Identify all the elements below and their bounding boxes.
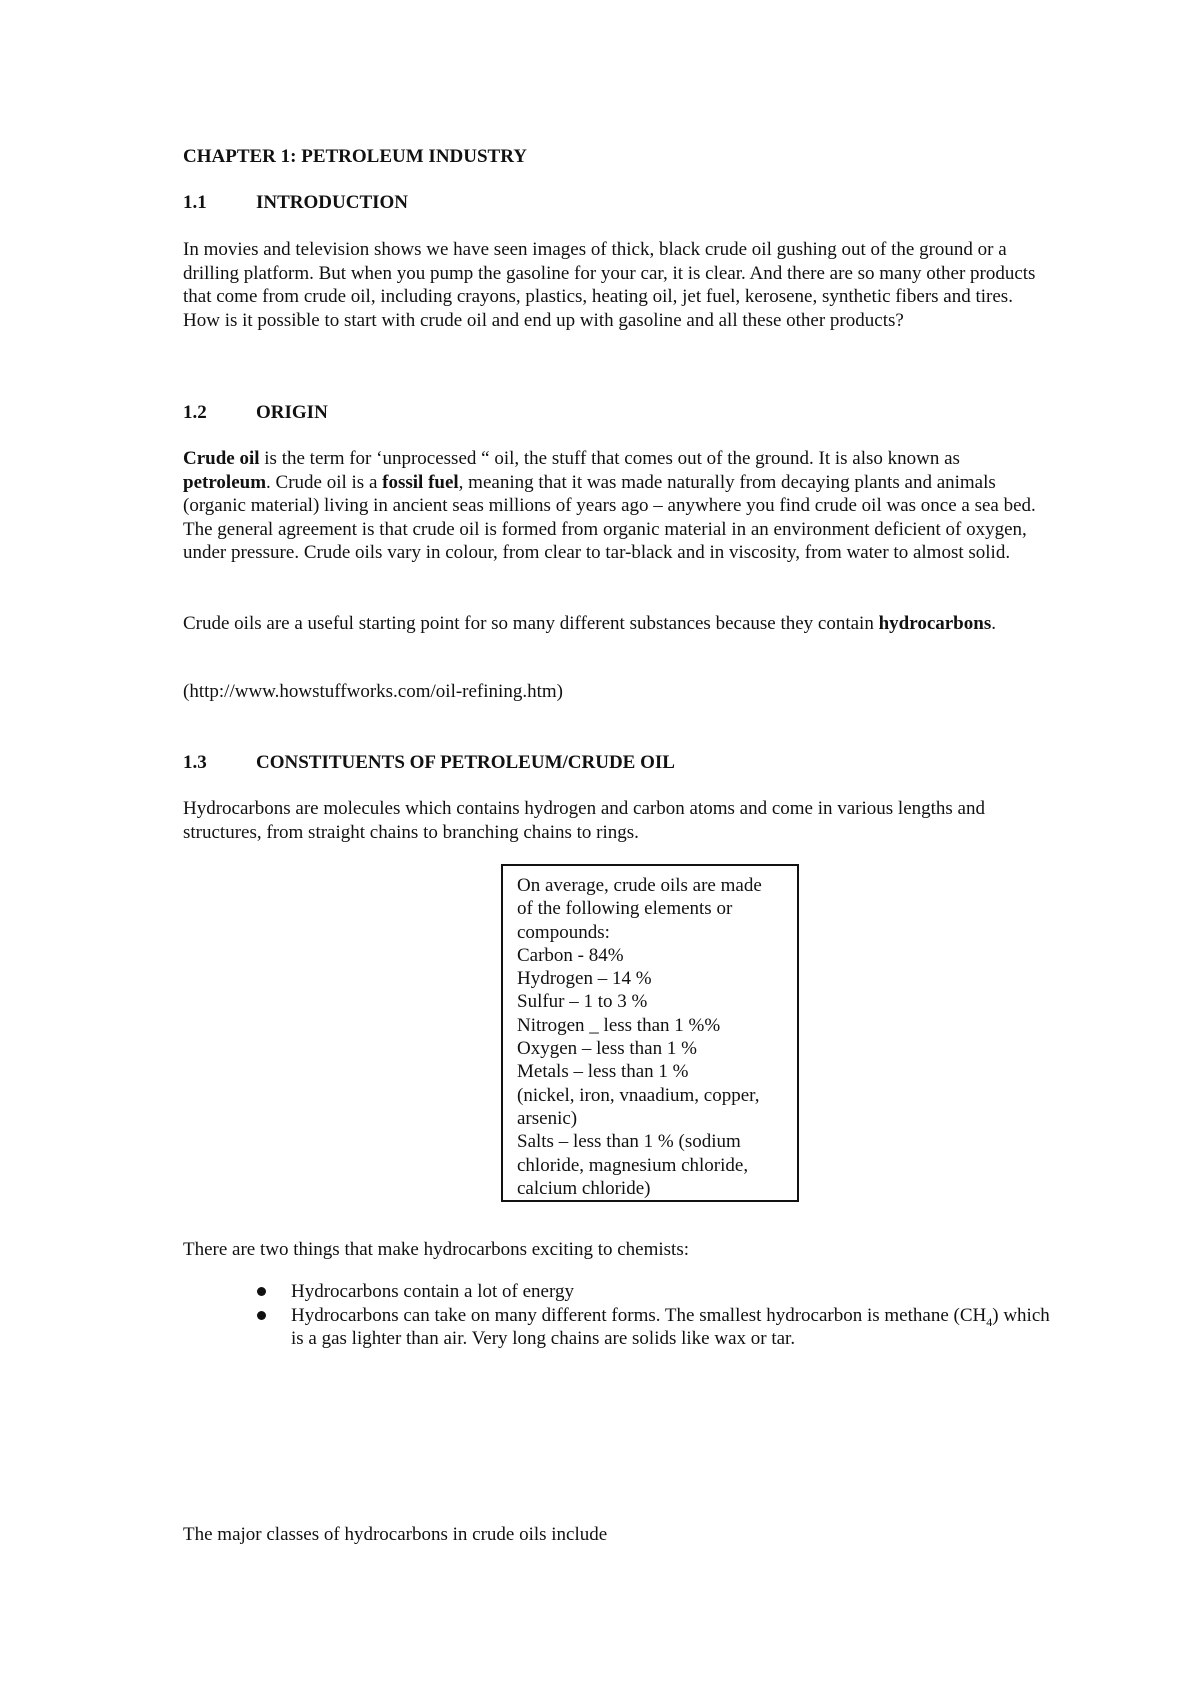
bullet-icon [257,1287,266,1296]
period: . [991,613,996,634]
section-heading-1-3 [183,751,1043,774]
box-line: Salts – less than 1 % (sodium [517,1131,741,1153]
section-number: 1.2 [183,402,207,423]
list-item [250,1280,1050,1304]
box-line: arsenic) [517,1107,578,1129]
exciting-intro: There are two things that make hydrocarbons exciting to chemists: [183,1239,689,1260]
source-reference: (http://www.howstuffworks.com/oil-refining.htm) [183,681,563,702]
box-line: compounds: [517,921,610,943]
section-title: INTRODUCTION [256,192,409,213]
box-line: Metals – less than 1 % [517,1061,689,1083]
box-line: of the following elements or [517,898,733,920]
box-line: Hydrogen – 14 % [517,968,652,990]
chapter-title: CHAPTER 1: PETROLEUM INDUSTRY [183,146,527,167]
bullet-list [250,1280,1050,1351]
hydrocarbons-paragraph [183,612,1043,636]
origin-paragraph [183,447,1043,565]
bullet-icon [257,1311,266,1320]
origin-text: , meaning that it was made naturally from decaying plants and animals (organic material) living in ancient seas millions of years ago – anywhere you find crude oil was once a sea bed. The general agreement is that crude oil is formed from organic material in an environment deficient of oxygen, under pressure. Crude oils vary in colour, from clear to tar-black and in viscosity, from water to almost solid. [183,471,1036,563]
section-number: 1.3 [183,752,207,773]
bullet-text: Hydrocarbons contain a lot of energy [291,1281,574,1302]
section-number: 1.1 [183,192,207,213]
closing-line: The major classes of hydrocarbons in crude oils include [183,1524,608,1545]
box-line: Sulfur – 1 to 3 % [517,991,648,1013]
bullet-text: ) which is a gas lighter than air. Very long chains are solids like wax or tar. [291,1304,1050,1349]
subscript: 4 [986,1314,993,1329]
constituents-paragraph: Hydrocarbons are molecules which contains hydrogen and carbon atoms and come in various lengths and structures, from straight chains to branching chains to rings. [183,798,985,843]
box-line: Carbon - 84% [517,944,624,966]
origin-text: is the term for ‘unprocessed “ oil, the stuff that comes out of the ground. It is also known as [259,448,960,469]
box-line: (nickel, iron, vnaadium, copper, [517,1084,760,1106]
bullet-text: Hydrocarbons can take on many different forms. The smallest hydrocarbon is methane (CH [291,1304,987,1326]
origin-text: . Crude oil is a [266,471,383,493]
section-title: ORIGIN [256,402,328,423]
section-heading-1-1 [183,191,1043,214]
section-heading-1-2 [183,401,1043,424]
section-title: CONSTITUENTS OF PETROLEUM/CRUDE OIL [256,752,675,773]
hydrocarbons-text: Crude oils are a useful starting point for so many different substances because they contain [183,613,879,634]
composition-box [501,864,799,1202]
list-item [250,1304,1050,1351]
term-fossil-fuel: fossil fuel [382,471,459,493]
box-line: calcium chloride) [517,1177,651,1199]
intro-paragraph: In movies and television shows we have seen images of thick, black crude oil gushing out of the ground or a drilling platform. But when you pump the gasoline for your car, it is clear. And there are so many other products that come from crude oil, including crayons, plastics, heating oil, jet fuel, kerosene, synthetic fibers and tires. How is it possible to start with crude oil and end up with gasoline and all these other products? [183,239,1036,331]
term-petroleum: petroleum [183,471,267,493]
box-line: On average, crude oils are made [517,875,762,896]
box-line: Oxygen – less than 1 % [517,1038,697,1060]
term-crude-oil: Crude oil [183,448,260,469]
box-line: chloride, magnesium chloride, [517,1154,749,1176]
term-hydrocarbons: hydrocarbons [878,613,992,634]
box-line: Nitrogen _ less than 1 %% [517,1014,721,1036]
